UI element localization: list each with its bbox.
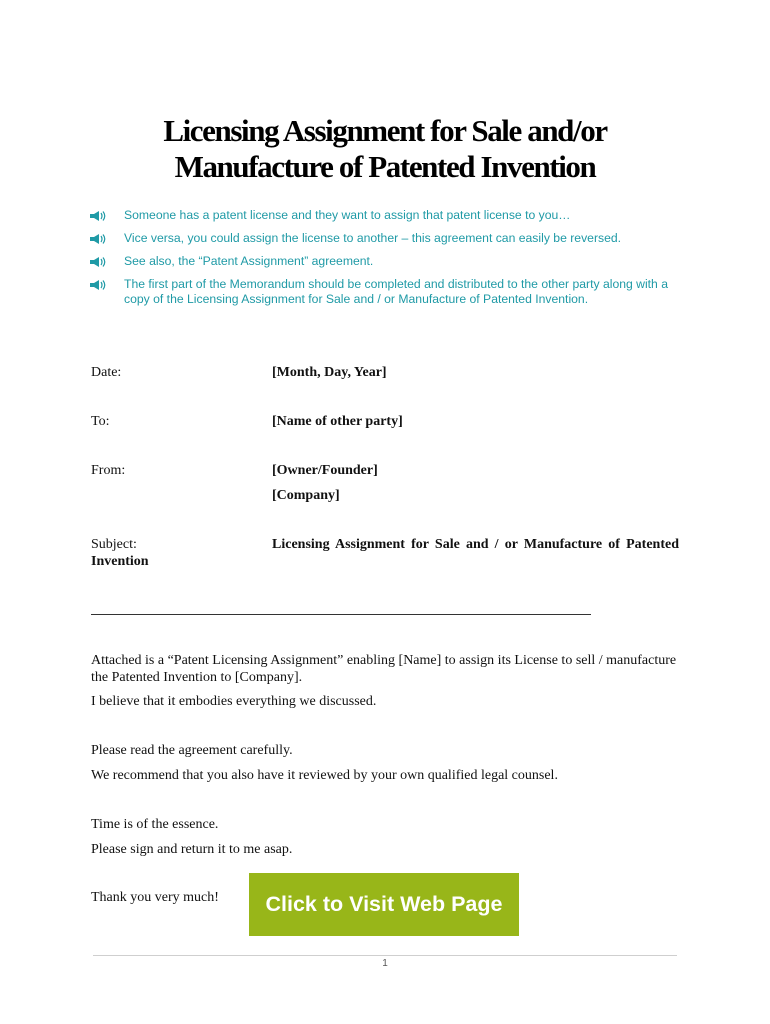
date-value: [Month, Day, Year] (272, 365, 387, 380)
note-item (88, 254, 688, 269)
to-label: To: (91, 414, 110, 429)
document-title-line-2: Manufacture of Patented Invention (174, 149, 596, 184)
from-label: From: (91, 463, 126, 478)
note-item (88, 277, 688, 307)
subject-value-continued: Invention (91, 554, 149, 569)
note-item (88, 208, 688, 223)
visit-web-page-button[interactable]: Click to Visit Web Page (249, 873, 519, 936)
date-label: Date: (91, 365, 122, 380)
megaphone-icon (88, 210, 108, 222)
body-paragraph-recommend: We recommend that you also have it reviewed by your own qualified legal counsel. (91, 768, 558, 783)
from-owner-value: [Owner/Founder] (272, 463, 378, 478)
body-paragraph-sign: Please sign and return it to me asap. (91, 842, 293, 857)
body-paragraph-believe: I believe that it embodies everything we discussed. (91, 694, 377, 709)
subject-label: Subject: (91, 537, 137, 552)
subject-value: Licensing Assignment for Sale and / or Manufacture of Patented (272, 537, 679, 552)
body-paragraph-thanks: Thank you very much! (91, 890, 219, 905)
note-text: See also, the “Patent Assignment” agreement. (124, 254, 374, 268)
document-title (0, 113, 770, 185)
megaphone-icon (88, 233, 108, 245)
from-company-value: [Company] (272, 488, 340, 503)
instruction-notes (88, 208, 688, 315)
document-title-line-1: Licensing Assignment for Sale and/or (163, 113, 607, 148)
note-item (88, 231, 688, 246)
body-paragraph-essence: Time is of the essence. (91, 817, 219, 832)
page-number: 1 (382, 958, 388, 969)
megaphone-icon (88, 256, 108, 268)
separator-line (91, 614, 591, 615)
to-value: [Name of other party] (272, 414, 403, 429)
body-paragraph-attached: Attached is a “Patent Licensing Assignment” enabling [Name] to assign its License to sell / manufacture the Patented Invention to [Company]. (91, 653, 677, 685)
body-paragraph-read: Please read the agreement carefully. (91, 743, 293, 758)
megaphone-icon (88, 279, 108, 291)
note-text: The first part of the Memorandum should be completed and distributed to the other party along with a copy of the Licensing Assignment for Sale and / or Manufacture of Patented Invention. (124, 277, 669, 306)
note-text: Vice versa, you could assign the license to another – this agreement can easily be reversed. (124, 231, 622, 245)
footer-line (93, 955, 677, 956)
note-text: Someone has a patent license and they want to assign that patent license to you… (124, 208, 571, 222)
